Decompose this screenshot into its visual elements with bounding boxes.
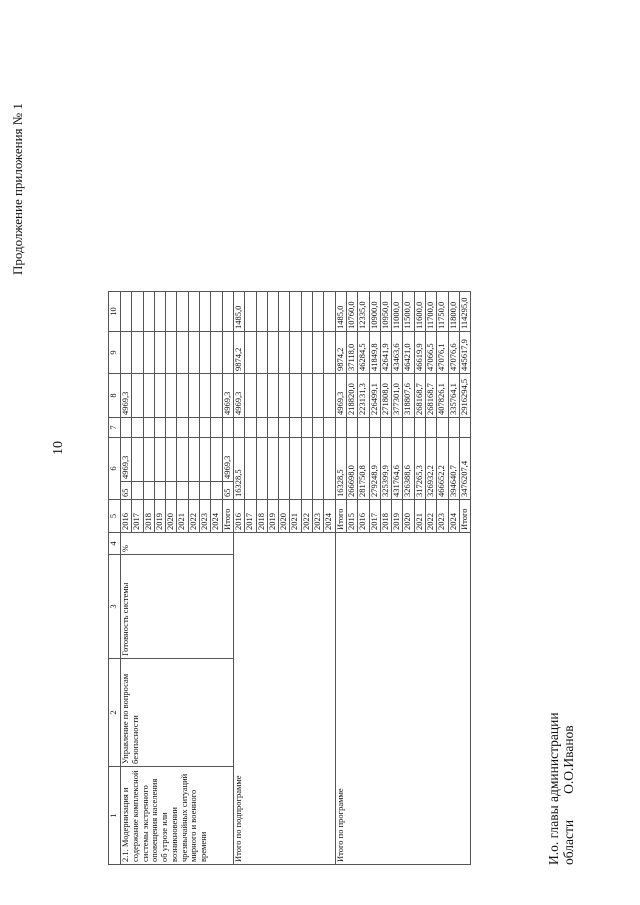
table-cell xyxy=(154,418,165,438)
table-cell xyxy=(313,438,324,500)
table-cell xyxy=(369,418,380,438)
table-cell: 266698,0 xyxy=(346,438,357,500)
table-cell xyxy=(324,438,335,500)
table-cell: 10950,0 xyxy=(380,292,391,332)
table-cell xyxy=(188,418,199,438)
table-cell xyxy=(177,332,188,374)
table-cell: 4969,3 xyxy=(222,438,233,482)
table-cell: 11700,0 xyxy=(426,292,437,332)
signature-position: И.о. главы администрации xyxy=(546,712,561,865)
table-cell xyxy=(132,438,143,482)
table-cell xyxy=(200,418,211,438)
table-cell: 46421,0 xyxy=(403,332,414,374)
program-finance-table xyxy=(108,291,471,865)
table-cell xyxy=(290,292,301,332)
column-number: 8 xyxy=(109,374,121,418)
table-cell xyxy=(313,332,324,374)
table-cell: 2916294,5 xyxy=(459,374,470,418)
table-cell xyxy=(200,438,211,482)
year-cell: Итого xyxy=(335,500,346,533)
table-cell xyxy=(154,292,165,332)
signature-name: О.О.Иванов xyxy=(561,725,576,794)
table-cell xyxy=(301,332,312,374)
measure-indicator: Готовность системы xyxy=(121,555,234,659)
table-cell: 279248,9 xyxy=(369,438,380,500)
signature-block xyxy=(546,712,576,865)
indicator-value xyxy=(154,482,165,500)
program-total-label: Итого по программе xyxy=(335,533,471,865)
table-cell: 4969,3 xyxy=(121,374,132,418)
column-number: 7 xyxy=(109,418,121,438)
year-cell: 2017 xyxy=(369,500,380,533)
table-cell xyxy=(403,418,414,438)
table-cell xyxy=(132,374,143,418)
year-cell: Итого xyxy=(222,500,233,533)
table-cell: 16328,5 xyxy=(233,438,244,500)
table-cell xyxy=(188,292,199,332)
column-number: 5 xyxy=(109,500,121,533)
indicator-value xyxy=(188,482,199,500)
year-cell: 2019 xyxy=(154,500,165,533)
year-cell: 2015 xyxy=(346,500,357,533)
table-cell xyxy=(448,418,459,438)
table-cell: 326932,2 xyxy=(426,438,437,500)
table-cell xyxy=(166,438,177,482)
table-cell xyxy=(143,418,154,438)
table-cell xyxy=(279,332,290,374)
table-cell xyxy=(166,374,177,418)
year-cell: 2021 xyxy=(414,500,425,533)
table-cell: 218820,0 xyxy=(346,374,357,418)
measure-name: 2.1. Модернизация и содержание комплексной системы экстренного оповещения населения об угрозе или возникновении чрезвычайных ситуаций мирного и военного времени xyxy=(121,767,234,865)
table-cell xyxy=(211,374,222,418)
table-cell: 37118,0 xyxy=(346,332,357,374)
indicator-value: 65 xyxy=(121,482,132,500)
measure-unit: % xyxy=(121,533,234,555)
table-cell xyxy=(267,438,278,500)
table-cell xyxy=(267,332,278,374)
table-cell: 16328,5 xyxy=(335,438,346,500)
table-cell: 47076,1 xyxy=(437,332,448,374)
table-cell xyxy=(143,438,154,482)
table-cell xyxy=(200,332,211,374)
table-row xyxy=(335,292,346,865)
signature-region: области xyxy=(561,819,576,865)
column-number: 1 xyxy=(109,767,121,865)
header-row xyxy=(109,292,121,865)
table-cell: 281750,8 xyxy=(358,438,369,500)
indicator-value xyxy=(200,482,211,500)
table-cell: 271808,0 xyxy=(380,374,391,418)
table-cell xyxy=(245,292,256,332)
table-cell xyxy=(143,374,154,418)
table-cell xyxy=(324,374,335,418)
table-cell xyxy=(290,418,301,438)
table-cell xyxy=(166,418,177,438)
table-cell xyxy=(267,418,278,438)
table-cell xyxy=(121,332,132,374)
year-cell: 2020 xyxy=(403,500,414,533)
table-cell: 11750,0 xyxy=(437,292,448,332)
table-row xyxy=(121,292,132,865)
table-cell: 445617,9 xyxy=(459,332,470,374)
year-cell: 2018 xyxy=(256,500,267,533)
signature-line xyxy=(561,712,576,865)
table-cell xyxy=(200,292,211,332)
table-cell xyxy=(166,332,177,374)
year-cell: 2017 xyxy=(245,500,256,533)
year-cell: 2016 xyxy=(233,500,244,533)
table-cell: 42641,9 xyxy=(380,332,391,374)
year-cell: 2023 xyxy=(313,500,324,533)
table-cell xyxy=(346,418,357,438)
table-cell xyxy=(290,438,301,500)
table-cell: 1485,0 xyxy=(233,292,244,332)
table-cell: 11500,0 xyxy=(403,292,414,332)
table-cell: 4969,3 xyxy=(121,438,132,482)
table-cell xyxy=(301,418,312,438)
table-cell xyxy=(211,418,222,438)
table-cell xyxy=(245,332,256,374)
column-number: 3 xyxy=(109,555,121,659)
indicator-value xyxy=(166,482,177,500)
table-cell xyxy=(380,418,391,438)
table-cell: 10760,0 xyxy=(346,292,357,332)
table-cell xyxy=(301,438,312,500)
table-cell xyxy=(222,332,233,374)
table-cell xyxy=(166,292,177,332)
table-cell: 377301,0 xyxy=(392,374,403,418)
table-cell xyxy=(256,438,267,500)
table-cell xyxy=(211,332,222,374)
table-cell xyxy=(154,374,165,418)
table-cell xyxy=(222,418,233,438)
table-cell xyxy=(279,438,290,500)
table-cell xyxy=(256,418,267,438)
table-cell xyxy=(121,292,132,332)
table-cell: 407826,1 xyxy=(437,374,448,418)
table-cell xyxy=(324,332,335,374)
table-cell: 466652,2 xyxy=(437,438,448,500)
year-cell: 2019 xyxy=(392,500,403,533)
table-cell: 1485,0 xyxy=(335,292,346,332)
indicator-value: 65 xyxy=(222,482,233,500)
table-cell: 46619,9 xyxy=(414,332,425,374)
indicator-value xyxy=(132,482,143,500)
table-cell: 11600,0 xyxy=(414,292,425,332)
subprogram-total-label: Итого по подпрограмме xyxy=(233,533,335,865)
table-cell xyxy=(256,292,267,332)
table-cell: 114295,0 xyxy=(459,292,470,332)
indicator-value xyxy=(211,482,222,500)
table-cell xyxy=(313,374,324,418)
table-cell xyxy=(188,332,199,374)
table-cell xyxy=(132,292,143,332)
table-cell xyxy=(132,418,143,438)
table-cell: 11800,0 xyxy=(448,292,459,332)
table-cell: 394640,7 xyxy=(448,438,459,500)
year-cell: 2016 xyxy=(121,500,132,533)
table-cell xyxy=(211,292,222,332)
table-cell xyxy=(211,438,222,482)
table-cell xyxy=(459,418,470,438)
rotated-page-content xyxy=(0,25,610,885)
table-cell xyxy=(177,418,188,438)
table-cell xyxy=(188,374,199,418)
table-cell: 4969,3 xyxy=(335,374,346,418)
table-cell xyxy=(279,418,290,438)
column-number: 9 xyxy=(109,332,121,374)
year-cell: 2022 xyxy=(426,500,437,533)
table-cell: 9874,2 xyxy=(233,332,244,374)
table-cell: 10900,0 xyxy=(369,292,380,332)
year-cell: 2024 xyxy=(448,500,459,533)
indicator-value xyxy=(177,482,188,500)
table-cell xyxy=(143,292,154,332)
table-cell xyxy=(143,332,154,374)
indicator-value xyxy=(143,482,154,500)
column-number: 2 xyxy=(109,659,121,767)
table-cell xyxy=(200,374,211,418)
table-cell xyxy=(121,418,132,438)
year-cell: 2019 xyxy=(267,500,278,533)
table-cell xyxy=(177,292,188,332)
table-cell: 317265,3 xyxy=(414,438,425,500)
table-cell xyxy=(279,292,290,332)
table-cell xyxy=(313,418,324,438)
measure-executor: Управление по вопросам безопасности xyxy=(121,659,234,767)
table-cell xyxy=(245,438,256,500)
table-cell xyxy=(256,374,267,418)
continuation-title: Продолжение приложения № 1 xyxy=(10,103,25,275)
table-cell: 3476207,4 xyxy=(459,438,470,500)
table-cell xyxy=(132,332,143,374)
table-cell xyxy=(437,418,448,438)
table-cell: 47076,6 xyxy=(448,332,459,374)
year-cell: 2016 xyxy=(358,500,369,533)
table-cell: 43463,6 xyxy=(392,332,403,374)
table-cell xyxy=(313,292,324,332)
year-cell: 2022 xyxy=(301,500,312,533)
table-cell: 4969,3 xyxy=(233,374,244,418)
table-cell xyxy=(392,418,403,438)
table-cell xyxy=(290,332,301,374)
table-cell xyxy=(267,374,278,418)
table-cell xyxy=(301,374,312,418)
table-cell: 268168,7 xyxy=(414,374,425,418)
table-row xyxy=(233,292,244,865)
year-cell: 2020 xyxy=(279,500,290,533)
table-cell: 11000,0 xyxy=(392,292,403,332)
table-cell xyxy=(358,418,369,438)
table-cell xyxy=(245,374,256,418)
year-cell: 2021 xyxy=(177,500,188,533)
table-cell: 41849,8 xyxy=(369,332,380,374)
table-cell: 9874,2 xyxy=(335,332,346,374)
table-cell xyxy=(256,332,267,374)
table-cell xyxy=(188,438,199,482)
table-cell xyxy=(290,374,301,418)
year-cell: 2017 xyxy=(132,500,143,533)
table-cell: 318807,6 xyxy=(403,374,414,418)
year-cell: Итого xyxy=(459,500,470,533)
year-cell: 2022 xyxy=(188,500,199,533)
table-cell xyxy=(279,374,290,418)
table-cell: 4969,3 xyxy=(222,374,233,418)
table-cell xyxy=(267,292,278,332)
table-cell: 325399,9 xyxy=(380,438,391,500)
column-number: 10 xyxy=(109,292,121,332)
table-cell xyxy=(426,418,437,438)
table-cell: 335764,1 xyxy=(448,374,459,418)
table-cell xyxy=(324,292,335,332)
table-cell xyxy=(245,418,256,438)
year-cell: 2024 xyxy=(324,500,335,533)
table-cell xyxy=(154,332,165,374)
year-cell: 2024 xyxy=(211,500,222,533)
table-cell xyxy=(233,418,244,438)
table-cell: 46284,5 xyxy=(358,332,369,374)
year-cell: 2021 xyxy=(290,500,301,533)
column-number: 4 xyxy=(109,533,121,555)
table-cell xyxy=(177,374,188,418)
page-number: 10 xyxy=(51,441,66,455)
year-cell: 2020 xyxy=(166,500,177,533)
table-cell xyxy=(324,418,335,438)
year-cell: 2018 xyxy=(143,500,154,533)
year-cell: 2023 xyxy=(200,500,211,533)
table-cell xyxy=(301,292,312,332)
table-cell xyxy=(414,418,425,438)
table-cell xyxy=(154,438,165,482)
table-cell: 326388,6 xyxy=(403,438,414,500)
year-cell: 2018 xyxy=(380,500,391,533)
table-cell: 47066,5 xyxy=(426,332,437,374)
table-cell: 12335,0 xyxy=(358,292,369,332)
table-wrapper xyxy=(108,291,471,865)
table-cell: 226499,1 xyxy=(369,374,380,418)
table-cell xyxy=(222,292,233,332)
table-cell: 268168,7 xyxy=(426,374,437,418)
table-cell: 223131,3 xyxy=(358,374,369,418)
table-cell: 431764,6 xyxy=(392,438,403,500)
table-cell xyxy=(335,418,346,438)
year-cell: 2023 xyxy=(437,500,448,533)
table-cell xyxy=(177,438,188,482)
column-number: 6 xyxy=(109,438,121,500)
